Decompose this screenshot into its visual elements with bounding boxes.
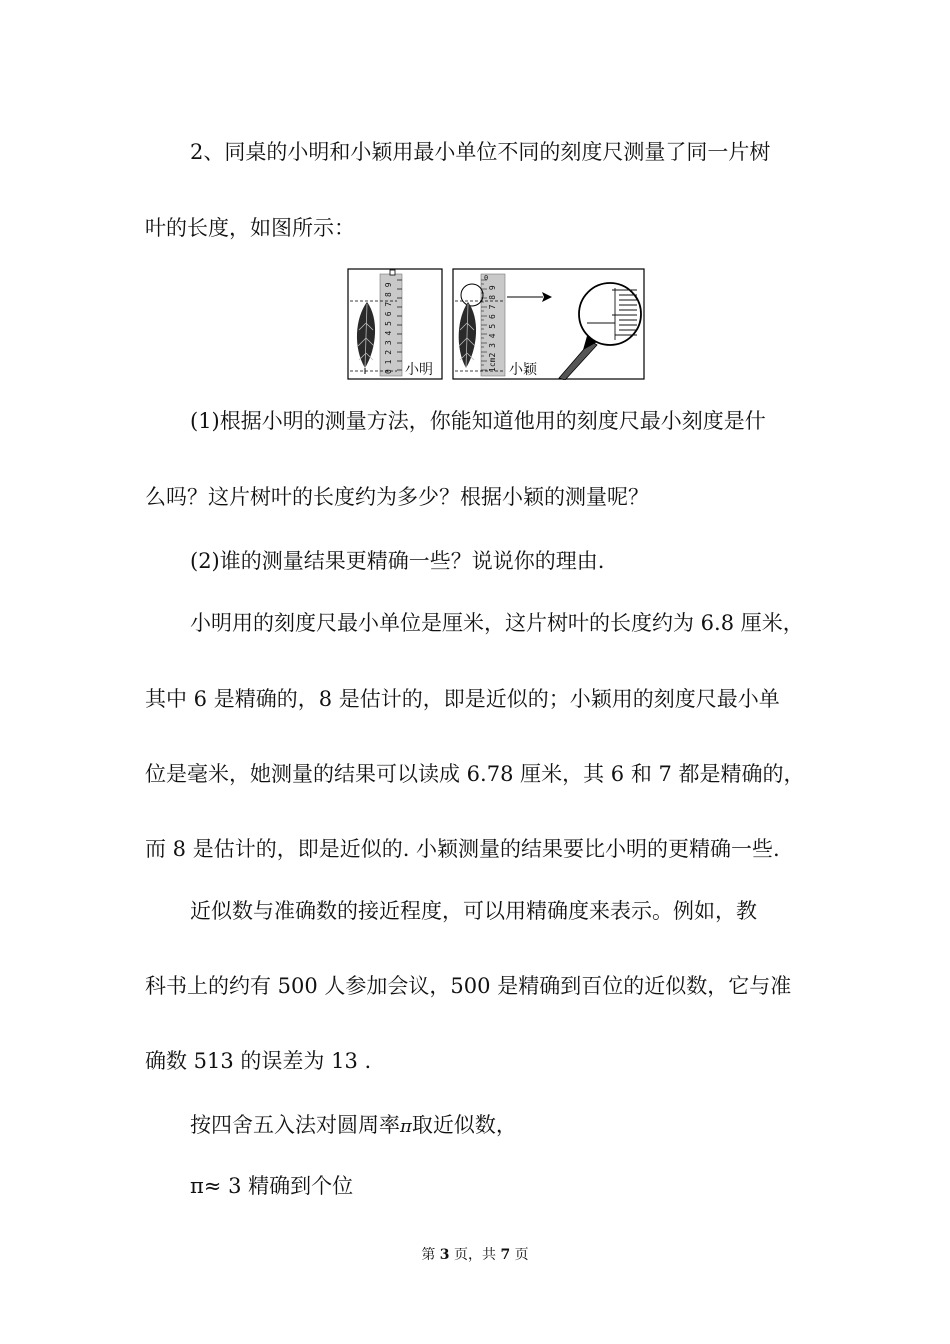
footer-post: 页 bbox=[514, 1247, 529, 1263]
footer-mid: 页，共 bbox=[454, 1247, 496, 1263]
page-footer bbox=[0, 1248, 950, 1262]
pi-symbol: π bbox=[400, 1116, 412, 1137]
magnifier-lens bbox=[579, 283, 641, 345]
panel-xiaoying bbox=[453, 269, 644, 380]
line-8: 位是毫米，她测量的结果可以读成 6.78 厘米，其 6 和 7 都是精确的， bbox=[145, 762, 805, 786]
line-10: 近似数与准确数的接近程度，可以用精确度来表示。例如，教 bbox=[190, 899, 757, 923]
line-3: (1)根据小明的测量方法，你能知道他用的刻度尺最小刻度是什 bbox=[190, 409, 766, 433]
footer-current-page: 3 bbox=[439, 1247, 450, 1263]
line-12: 确数 513 的误差为 13 . bbox=[145, 1049, 372, 1073]
line-4: 么吗？这片树叶的长度约为多少？根据小颖的测量呢？ bbox=[145, 485, 649, 509]
line-7: 其中 6 是精确的，8 是估计的，即是近似的；小颖用的刻度尺最小单 bbox=[145, 687, 780, 711]
line-13-start: 按四舍五入法对圆周率 bbox=[190, 1113, 400, 1137]
footer-pre: 第 bbox=[421, 1247, 436, 1263]
label-xiaoying: 小颖 bbox=[509, 361, 537, 377]
line-14: π≈ 3 精确到个位 bbox=[190, 1174, 354, 1198]
ruler-figure bbox=[347, 268, 645, 380]
label-xiaoming: 小明 bbox=[405, 361, 433, 377]
line-6: 小明用的刻度尺最小单位是厘米，这片树叶的长度约为 6.8 厘米， bbox=[190, 611, 804, 635]
line-2: 叶的长度，如图所示： bbox=[145, 216, 355, 240]
ruler-left-digits: 0 1 2 3 4 5 6 7 8 9 bbox=[384, 282, 393, 374]
line-5: (2)谁的测量结果更精确一些？说说你的理由. bbox=[190, 549, 605, 573]
line-11: 科书上的约有 500 人参加会议，500 是精确到百位的近似数，它与准 bbox=[145, 974, 792, 998]
ruler-right-digits: 1cm2 3 4 5 6 7 8 9 bbox=[488, 285, 497, 372]
ruler-right-zero: 0 bbox=[484, 274, 489, 282]
footer-total-pages: 7 bbox=[500, 1247, 511, 1263]
panel-xiaoming bbox=[348, 269, 442, 379]
line-9: 而 8 是估计的，即是近似的. 小颖测量的结果要比小明的更精确一些. bbox=[145, 837, 780, 861]
line-1: 2、同桌的小明和小颖用最小单位不同的刻度尺测量了同一片树 bbox=[190, 140, 771, 164]
line-13 bbox=[190, 1115, 517, 1136]
line-13-end: 取近似数， bbox=[411, 1113, 517, 1137]
